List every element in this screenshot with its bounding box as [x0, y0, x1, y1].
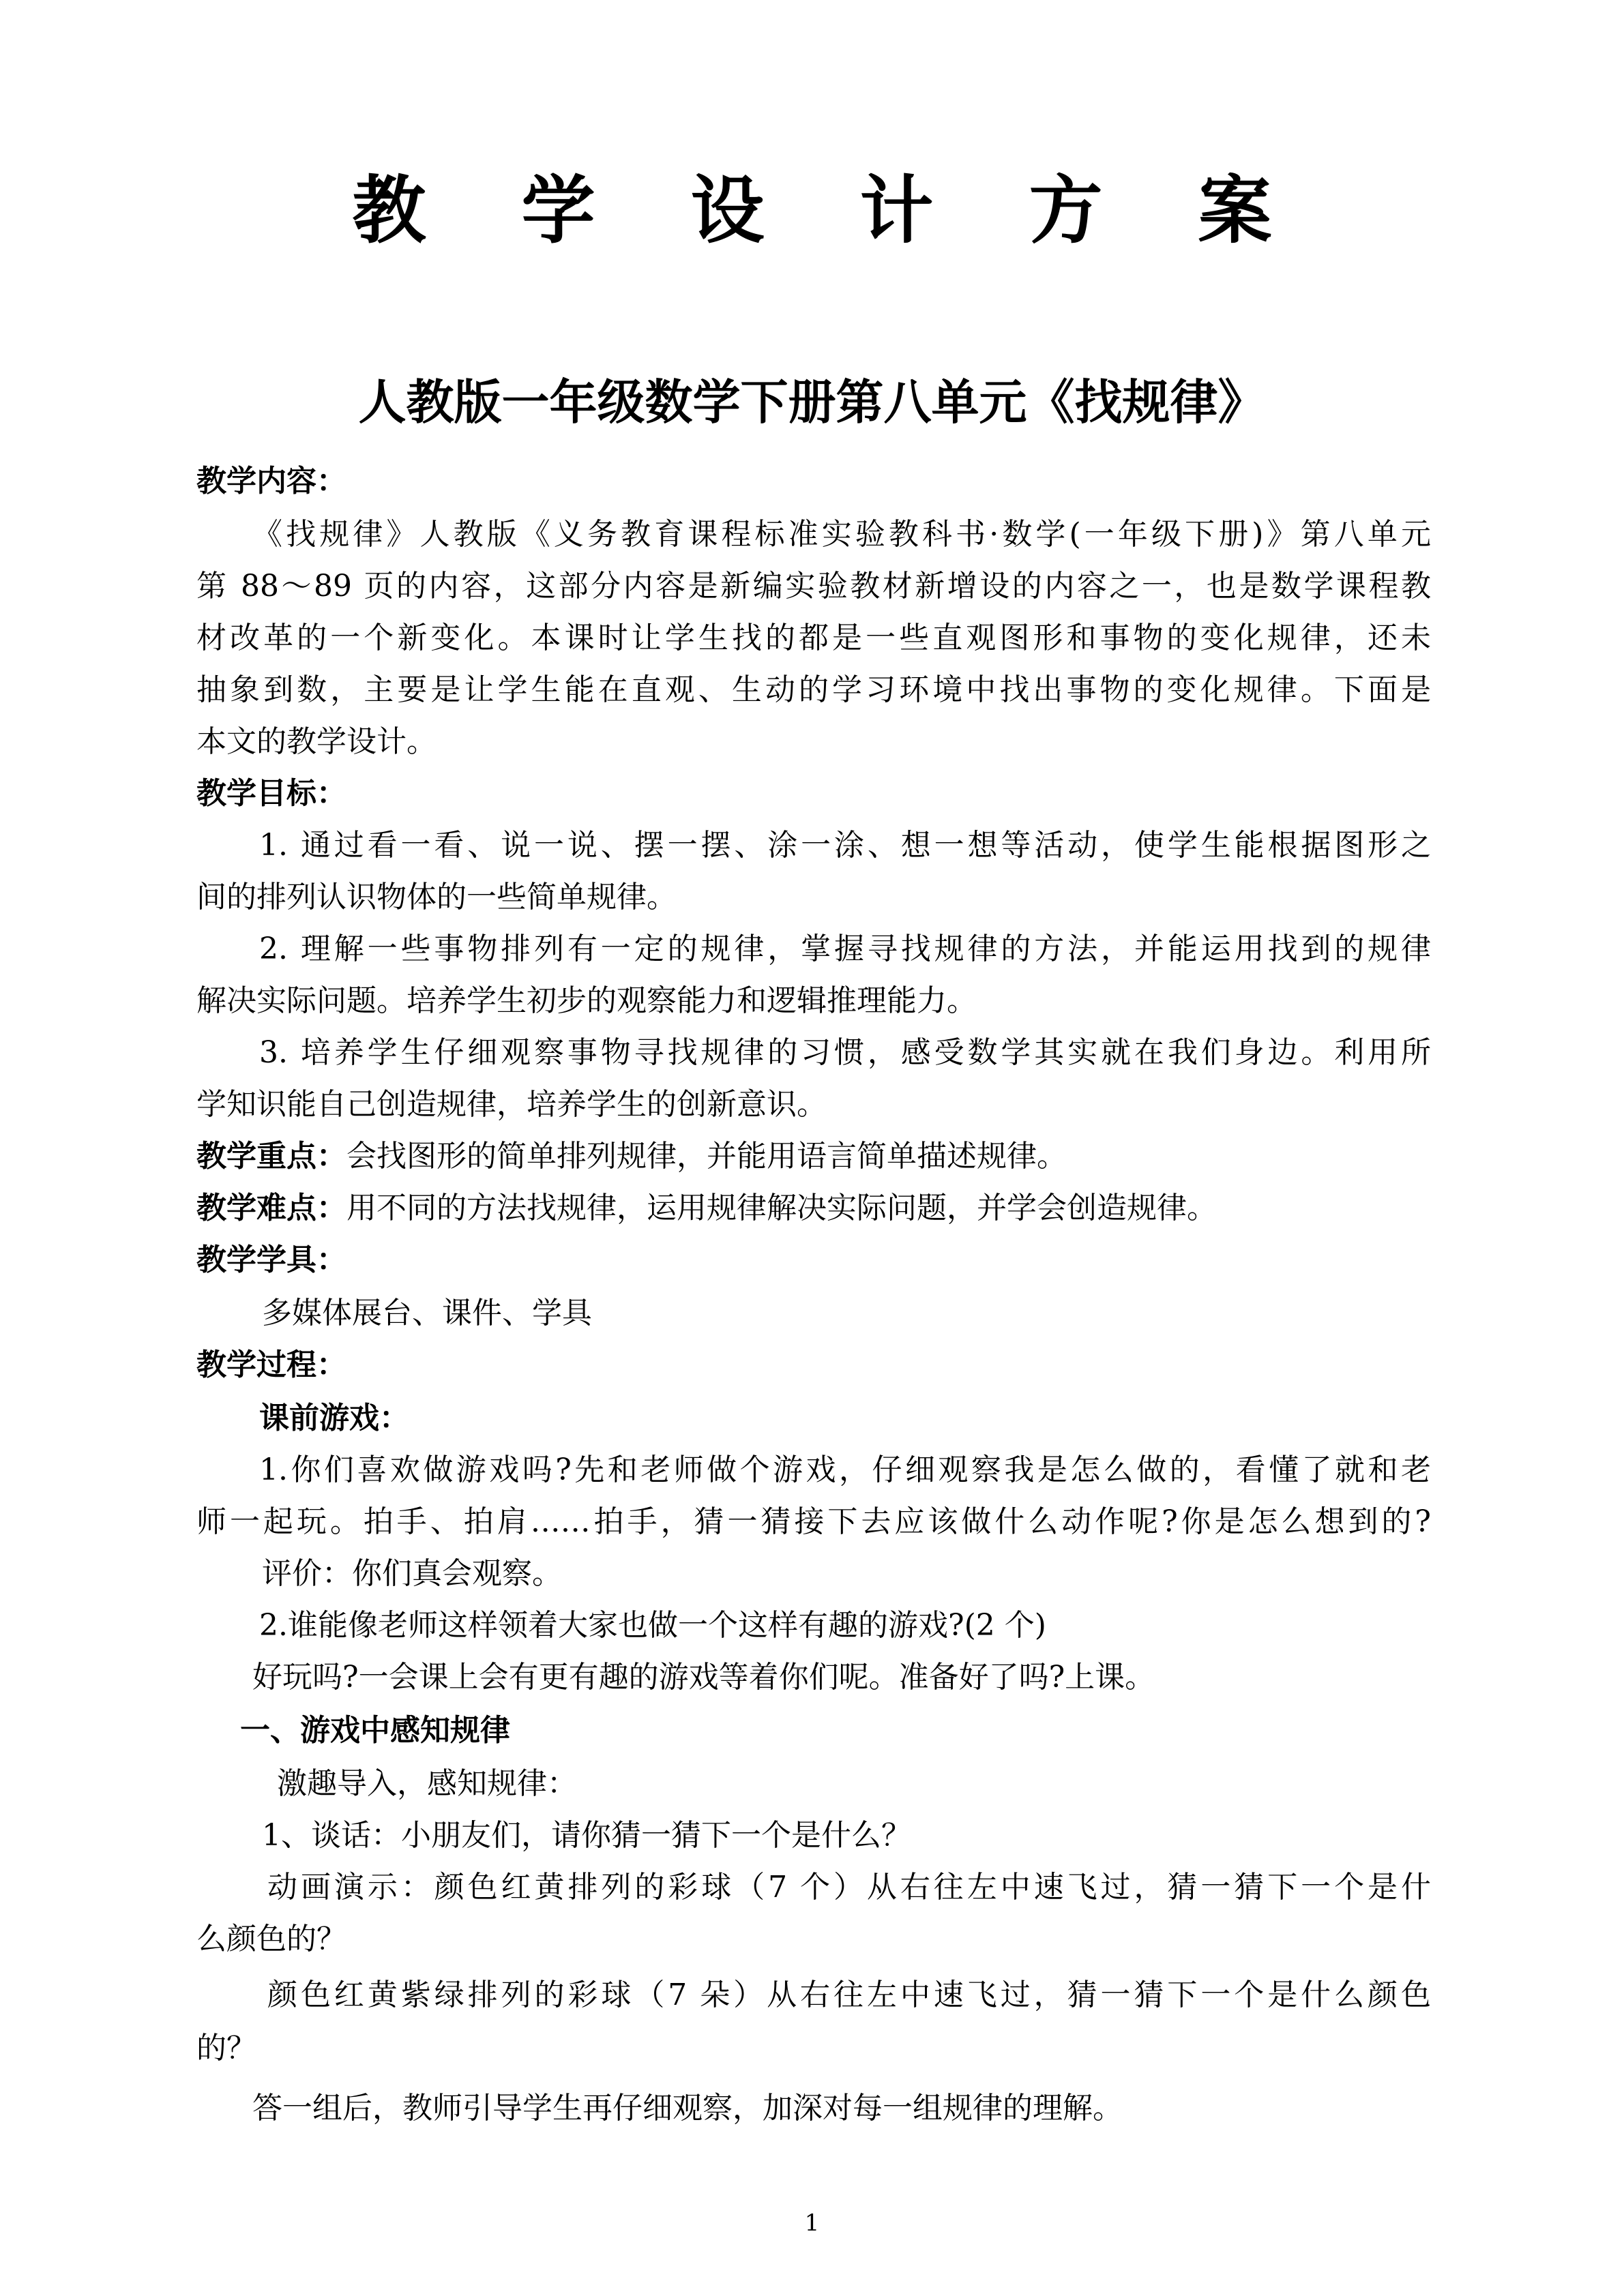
key-point-label: 教学重点：	[196, 1139, 346, 1174]
content-line: 抽象到数，主要是让学生能在直观、生动的学习环境中找出事物的变化规律。下面是	[196, 672, 1431, 707]
content-line: 第 88～89 页的内容，这部分内容是新编实验教材新增设的内容之一，也是数学课程教	[196, 569, 1431, 603]
warmup-line: 评价：你们真会观察。	[262, 1556, 562, 1591]
section1-line: 动画演示：颜色红黄排列的彩球（7 个）从右往左中速飞过，猜一猜下一个是什	[267, 1870, 1431, 1905]
key-point-text: 会找图形的简单排列规律，并能用语言简单描述规律。	[346, 1139, 1067, 1174]
content-line: 本文的教学设计。	[196, 724, 437, 759]
section1-line: 颜色红黄紫绿排列的彩球（7 朵）从右往左中速飞过，猜一猜下一个是什么颜色	[267, 1978, 1431, 2012]
goals-heading: 教学目标：	[196, 776, 346, 811]
goal-line: 3. 培养学生仔细观察事物寻找规律的习惯，感受数学其实就在我们身边。利用所	[259, 1035, 1431, 1070]
title-char: 方	[1029, 168, 1103, 254]
content-heading: 教学内容：	[196, 464, 346, 498]
warmup-heading: 课前游戏：	[259, 1401, 409, 1435]
tools-heading: 教学学具：	[196, 1242, 346, 1277]
tools-text: 多媒体展台、课件、学具	[262, 1296, 592, 1330]
content-line: 材改革的一个新变化。本课时让学生找的都是一些直观图形和事物的变化规律，还未	[196, 621, 1431, 655]
title-char: 计	[859, 168, 934, 254]
process-heading: 教学过程：	[196, 1347, 346, 1382]
content-line: 《找规律》人教版《义务教育课程标准实验教科书·数学(一年级下册)》第八单元	[252, 517, 1431, 552]
section1-heading: 一、游戏中感知规律	[240, 1713, 510, 1748]
title-char: 教	[352, 168, 426, 254]
section1-line: 么颜色的？	[196, 1922, 346, 1956]
difficulty-text: 用不同的方法找规律，运用规律解决实际问题，并学会创造规律。	[346, 1191, 1217, 1225]
warmup-line: 2.谁能像老师这样领着大家也做一个这样有趣的游戏?(2 个)	[259, 1608, 1046, 1643]
title-char: 案	[1198, 168, 1272, 254]
goal-line: 2. 理解一些事物排列有一定的规律，掌握寻找规律的方法，并能运用找到的规律	[259, 931, 1431, 966]
section1-line: 答一组后，教师引导学生再仔细观察，加深对每一组规律的理解。	[252, 2091, 1123, 2126]
section1-line: 激趣导入，感知规律：	[277, 1766, 577, 1801]
difficulty-label: 教学难点：	[196, 1191, 346, 1225]
warmup-line: 好玩吗?一会课上会有更有趣的游戏等着你们呢。准备好了吗?上课。	[252, 1660, 1155, 1695]
section1-line: 1、谈话：小朋友们，请你猜一猜下一个是什么？	[262, 1818, 911, 1853]
section1-line: 的？	[196, 2031, 256, 2066]
warmup-line: 师一起玩。拍手、拍肩……拍手，猜一猜接下去应该做什么动作呢?你是怎么想到的?	[196, 1504, 1431, 1539]
goal-line: 学知识能自己创造规律，培养学生的创新意识。	[196, 1087, 827, 1122]
warmup-line: 1.你们喜欢做游戏吗?先和老师做个游戏，仔细观察我是怎么做的，看懂了就和老	[259, 1452, 1431, 1487]
lesson-subtitle: 人教版一年级数学下册第八单元《找规律》	[358, 374, 1266, 430]
goal-line: 1. 通过看一看、说一说、摆一摆、涂一涂、想一想等活动，使学生能根据图形之	[259, 828, 1431, 863]
goal-line: 间的排列认识物体的一些简单规律。	[196, 880, 677, 914]
document-title	[0, 160, 1624, 263]
key-point	[196, 1136, 1431, 1177]
difficulty-point	[196, 1188, 1431, 1229]
title-char: 学	[521, 168, 595, 254]
title-char: 设	[690, 168, 765, 254]
goal-line: 解决实际问题。培养学生初步的观察能力和逻辑推理能力。	[196, 983, 977, 1018]
page-number: 1	[804, 2209, 820, 2237]
